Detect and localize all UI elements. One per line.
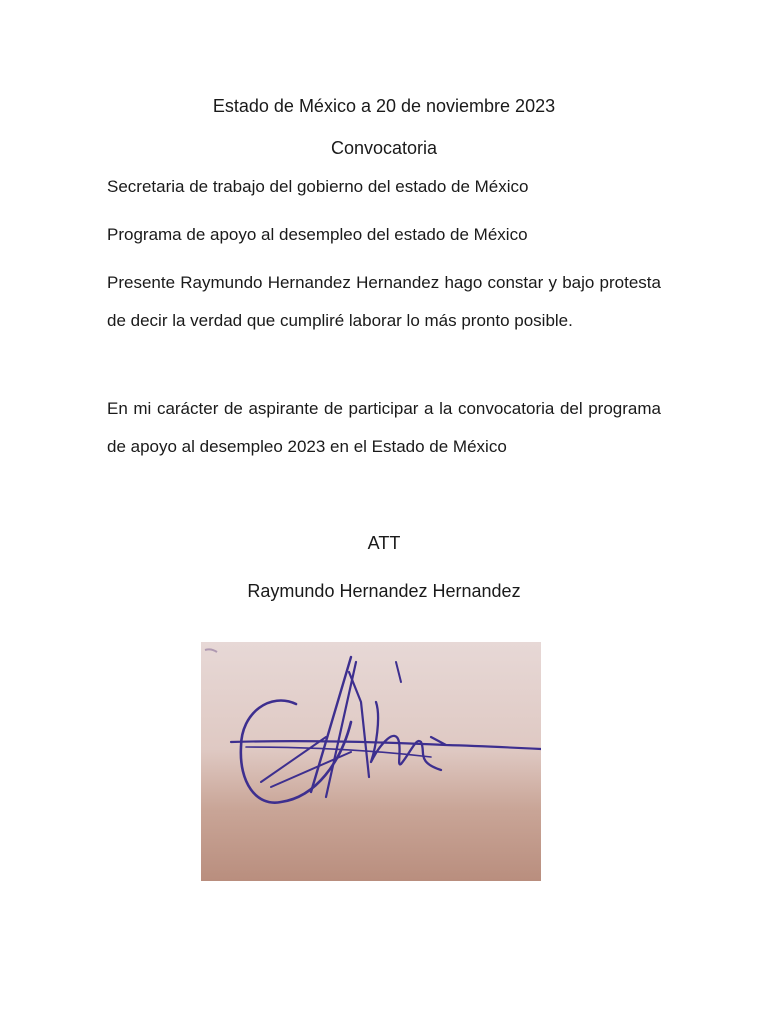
body-paragraph-1: Presente Raymundo Hernandez Hernandez hago constar y bajo protesta de decir la verdad que cumpliré laborar lo más pronto posible. <box>107 273 661 330</box>
closing-att: ATT <box>367 533 401 553</box>
signature-image <box>201 642 541 881</box>
signer-name: Raymundo Hernandez Hernandez <box>247 581 521 601</box>
body-paragraph-2: En mi carácter de aspirante de participar a la convocatoria del programa de apoyo al desempleo 2023 en el Estado de México <box>107 399 661 456</box>
signature-drawing <box>201 642 541 881</box>
recipient-line-2: Programa de apoyo al desempleo del estado de México <box>107 225 528 244</box>
date-line: Estado de México a 20 de noviembre 2023 <box>212 96 556 116</box>
recipient-line-1: Secretaria de trabajo del gobierno del estado de México <box>107 177 529 196</box>
document-title: Convocatoria <box>330 138 438 158</box>
